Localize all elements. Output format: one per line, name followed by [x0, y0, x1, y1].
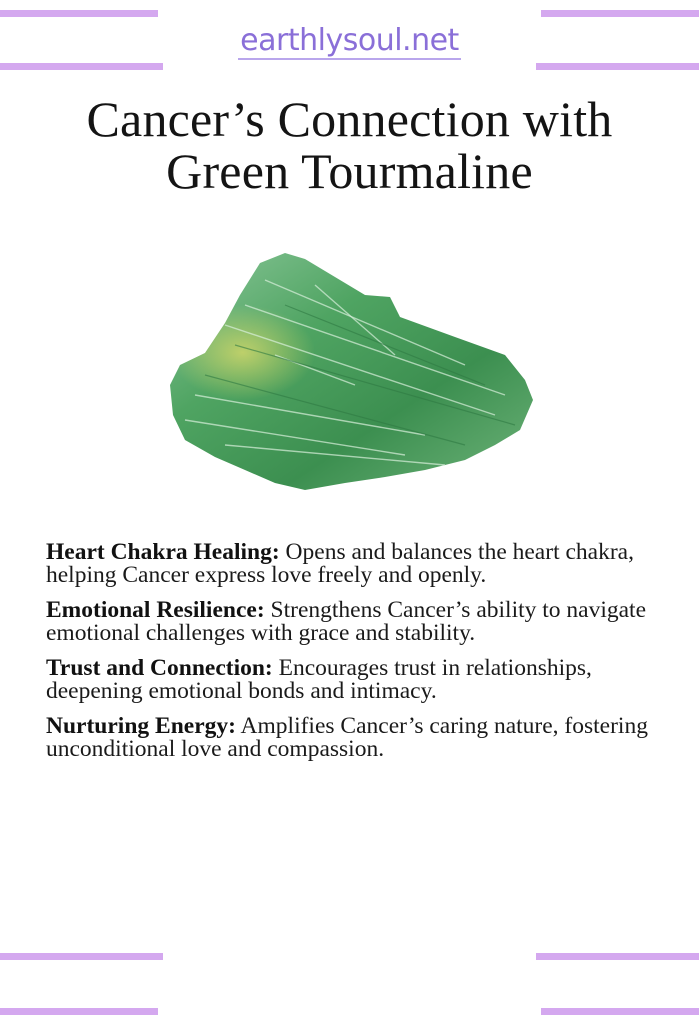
feature-label: Nurturing Energy: [46, 713, 236, 739]
title-line-1: Cancer’s Connection with [86, 91, 613, 147]
page-title [0, 93, 699, 197]
feature-text: Strengthens Cancer’s ability to navigate emotional challenges with grace and stability. [46, 597, 647, 646]
logo-text: earthlysoul.net [240, 23, 459, 58]
decor-bar-top-left-1 [0, 10, 158, 17]
feature-label: Trust and Connection: [46, 655, 273, 681]
feature-trust-and-connection [46, 657, 666, 702]
decor-bar-top-left-2 [0, 63, 163, 70]
feature-text: Amplifies Cancer’s caring nature, fostering unconditional love and compassion. [46, 713, 648, 762]
feature-text: Encourages trust in relationships, deepening emotional bonds and intimacy. [46, 655, 592, 704]
feature-nurturing-energy [46, 715, 666, 760]
feature-label: Emotional Resilience: [46, 597, 265, 623]
decor-bar-bottom-left-2 [0, 1008, 158, 1015]
decor-bar-bottom-right-1 [536, 953, 699, 960]
title-line-2: Green Tourmaline [166, 143, 533, 199]
feature-text: Opens and balances the heart chakra, helping Cancer express love freely and openly. [46, 539, 634, 588]
decor-bar-bottom-left-1 [0, 953, 163, 960]
green-tourmaline-image [165, 245, 545, 500]
decor-bar-bottom-right-2 [541, 1008, 699, 1015]
site-logo[interactable] [0, 24, 699, 60]
feature-label: Heart Chakra Healing: [46, 539, 280, 565]
feature-emotional-resilience [46, 599, 666, 644]
decor-bar-top-right-2 [536, 63, 699, 70]
feature-list [46, 541, 666, 773]
decor-bar-top-right-1 [541, 10, 699, 17]
feature-heart-chakra-healing [46, 541, 666, 586]
